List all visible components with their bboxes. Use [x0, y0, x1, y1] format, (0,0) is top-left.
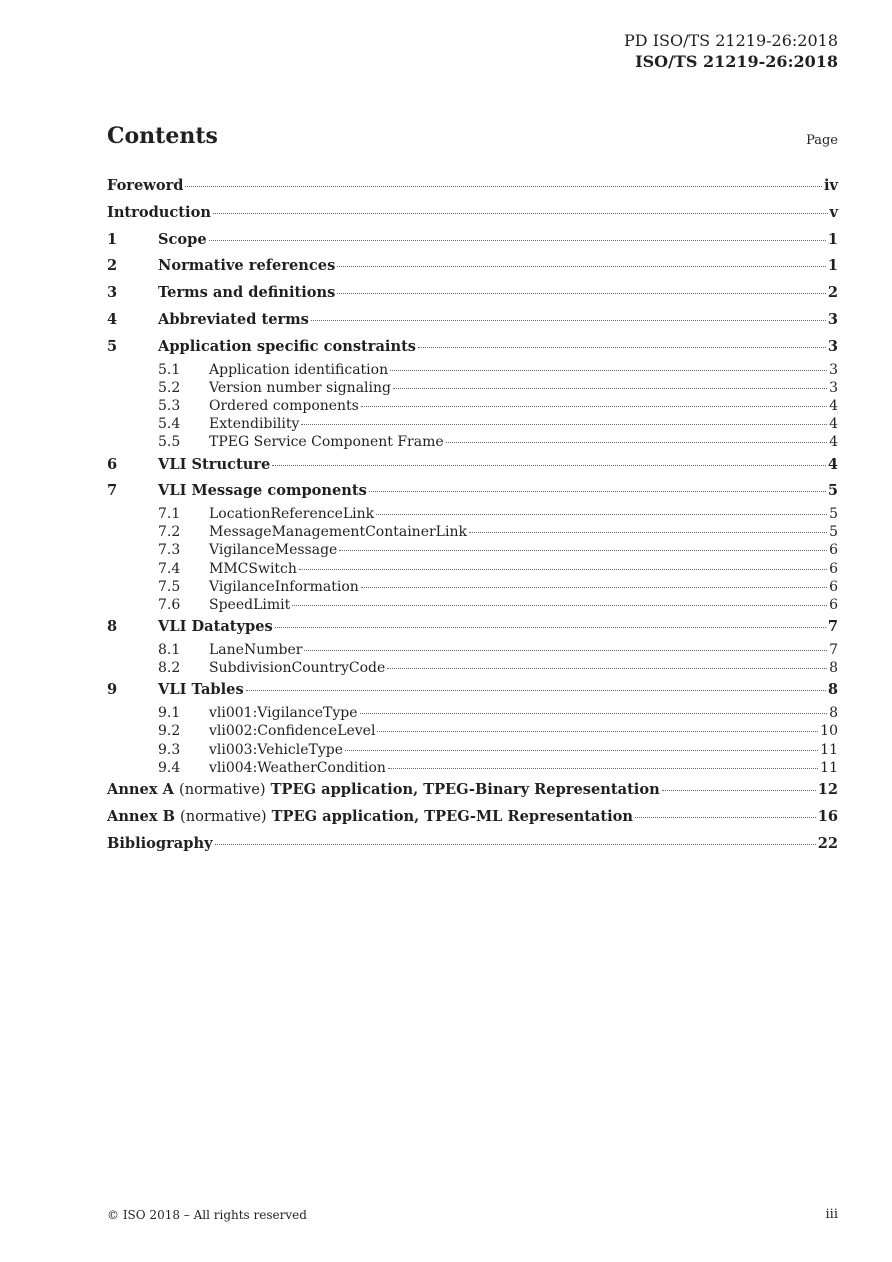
toc-leader-dots: [377, 731, 818, 732]
toc-leader-dots: [418, 347, 826, 348]
annex-label: Annex A: [107, 780, 174, 798]
toc-entry-number: 5: [107, 337, 118, 355]
toc-entry-title: MessageManagementContainerLink: [209, 524, 467, 541]
toc-entry-number: 7: [107, 482, 118, 500]
toc-entry-title: Abbreviated terms: [158, 310, 309, 328]
toc-entry-title: VigilanceMessage: [209, 542, 338, 559]
toc-leader-dots: [311, 320, 826, 321]
toc-entry-8[interactable]: [107, 614, 838, 641]
toc-entry-title: VigilanceInformation: [209, 578, 359, 595]
toc-entry-annex-a[interactable]: [107, 777, 838, 804]
toc-entry-title: TPEG Service Component Frame: [209, 434, 444, 451]
toc-entry-number: 7.3: [158, 542, 181, 559]
toc-entry-title: Application specific constraints: [158, 337, 417, 355]
toc-page-number: 12: [817, 780, 838, 798]
toc-leader-dots: [337, 293, 825, 294]
page-column-label: Page: [806, 133, 838, 148]
toc-leader-dots: [662, 790, 816, 791]
toc-leader-dots: [360, 713, 828, 714]
toc-entry-number: 2: [107, 257, 118, 275]
toc-entry-title: Introduction: [107, 203, 211, 221]
toc-page-number: 11: [820, 759, 838, 776]
toc-page-number: 11: [820, 741, 838, 758]
toc-leader-dots: [369, 491, 826, 492]
toc-leader-dots: [301, 424, 827, 425]
toc-page-number: 4: [829, 397, 838, 414]
toc-entry-5-3[interactable]: [107, 397, 838, 415]
toc-leader-dots: [213, 213, 828, 214]
toc-page-number: 4: [829, 434, 838, 451]
toc-entry-number: 1: [107, 230, 118, 248]
toc-page-number: 6: [829, 578, 838, 595]
toc-entry-title: VLI Datatypes: [158, 618, 273, 636]
page-title: Contents: [107, 123, 218, 149]
toc-entry-bibliography[interactable]: [107, 831, 838, 858]
toc-entry-5[interactable]: [107, 334, 838, 361]
toc-entry-number: 9.2: [158, 723, 181, 740]
toc-entry-foreword[interactable]: [107, 173, 838, 200]
toc-page-number: 8: [829, 660, 838, 677]
toc-page-number: 6: [829, 542, 838, 559]
toc-entry-number: 5.3: [158, 397, 181, 414]
toc-leader-dots: [469, 532, 827, 533]
toc-entry-title: Version number signaling: [209, 379, 391, 396]
toc-entry-title: Scope: [158, 230, 207, 248]
toc-entry-title: MMCSwitch: [209, 560, 297, 577]
toc-page-number: 3: [829, 379, 838, 396]
toc-entry-number: 3: [107, 284, 118, 302]
toc-entry-number: 7.5: [158, 578, 181, 595]
toc-page-number: 8: [827, 681, 838, 699]
toc-entry-5-2[interactable]: [107, 379, 838, 397]
toc-entry-number: 7.6: [158, 597, 181, 614]
toc-leader-dots: [376, 514, 827, 515]
toc-page-number: 8: [829, 705, 838, 722]
toc-page-number: iv: [823, 177, 838, 194]
toc-leader-dots: [390, 370, 827, 371]
toc-entry-title: [107, 804, 633, 831]
toc-entry-7-3[interactable]: [107, 541, 838, 559]
toc-page-number: 3: [829, 361, 838, 378]
annex-label: Annex B: [107, 807, 175, 825]
toc-entry-number: 8.2: [158, 660, 181, 677]
toc-entry-number: 9.1: [158, 705, 181, 722]
toc-entry-title: Terms and definitions: [158, 284, 336, 302]
toc-leader-dots: [299, 569, 827, 570]
toc-leader-dots: [246, 690, 826, 691]
toc-entry-title: Bibliography: [107, 834, 213, 852]
toc-entry-7-1[interactable]: [107, 505, 838, 523]
annex-title: TPEG application, TPEG-Binary Representation: [270, 780, 660, 798]
toc-entry-number: 5.2: [158, 379, 181, 396]
toc-entry-7-6[interactable]: [107, 596, 838, 614]
toc-page-number: 1: [827, 230, 838, 248]
toc-entry-title: VLI Tables: [158, 681, 244, 699]
annex-title: TPEG application, TPEG-ML Representation: [271, 807, 634, 825]
toc-entry-9-3[interactable]: [107, 741, 838, 759]
toc-entry-5-4[interactable]: [107, 415, 838, 433]
toc-entry-title: VLI Message components: [158, 482, 367, 500]
toc-entry-number: 4: [107, 310, 118, 328]
toc-leader-dots: [275, 627, 826, 628]
toc-leader-dots: [339, 550, 827, 551]
toc-entry-7-4[interactable]: [107, 560, 838, 578]
toc-leader-dots: [272, 465, 826, 466]
toc-page-number: 10: [820, 723, 838, 740]
toc-entry-number: 9: [107, 681, 118, 699]
toc-page-number: 2: [827, 284, 838, 302]
annex-kind: (normative): [179, 780, 266, 798]
toc-leader-dots: [209, 240, 826, 241]
toc-entry-title: Extendibility: [209, 416, 300, 433]
toc-entry-9[interactable]: [107, 677, 838, 704]
toc-entry-number: 9.3: [158, 741, 181, 758]
toc-entry-title: SpeedLimit: [209, 597, 291, 614]
toc-entry-number: 9.4: [158, 759, 181, 776]
toc-leader-dots: [635, 817, 816, 818]
toc-leader-dots: [393, 388, 827, 389]
toc-entry-number: 5.4: [158, 416, 181, 433]
toc-page-number: 22: [817, 834, 838, 852]
toc-entry-1[interactable]: [107, 227, 838, 254]
toc-entry-number: 5.5: [158, 434, 181, 451]
toc-entry-number: 8: [107, 618, 118, 636]
toc-entry-title: vli003:VehicleType: [209, 741, 344, 758]
toc-entry-title: vli001:VigilanceType: [209, 705, 358, 722]
toc-entry-title: vli004:WeatherCondition: [209, 759, 386, 776]
toc-entry-4[interactable]: [107, 307, 838, 334]
toc-leader-dots: [215, 844, 816, 845]
toc-page-number: 6: [829, 597, 838, 614]
toc-entry-number: 6: [107, 455, 118, 473]
annex-kind: (normative): [180, 807, 267, 825]
toc-entry-7-5[interactable]: [107, 578, 838, 596]
toc-entry-title: LaneNumber: [209, 642, 303, 659]
toc-entry-8-2[interactable]: [107, 659, 838, 677]
toc-page-number: 3: [827, 337, 838, 355]
toc-page-number: 1: [827, 257, 838, 275]
document-header: [624, 30, 838, 72]
toc-entry-7-2[interactable]: [107, 523, 838, 541]
toc-entry-6[interactable]: [107, 452, 838, 479]
toc-leader-dots: [185, 186, 822, 187]
table-of-contents: [107, 173, 838, 857]
toc-page-number: 7: [827, 618, 838, 636]
toc-entry-7[interactable]: [107, 478, 838, 505]
toc-entry-title: Application identification: [209, 361, 389, 378]
toc-page-number: 4: [827, 455, 838, 473]
toc-page-number: 7: [829, 642, 838, 659]
toc-leader-dots: [388, 768, 818, 769]
toc-entry-8-1[interactable]: [107, 641, 838, 659]
toc-leader-dots: [361, 587, 827, 588]
toc-page-number: 3: [827, 310, 838, 328]
toc-page-number: 5: [829, 524, 838, 541]
toc-page-number: 5: [829, 506, 838, 523]
toc-page-number: 16: [817, 807, 838, 825]
toc-entry-title: Ordered components: [209, 397, 359, 414]
toc-entry-title: VLI Structure: [158, 455, 271, 473]
toc-leader-dots: [337, 266, 826, 267]
toc-entry-number: 7.2: [158, 524, 181, 541]
toc-entry-number: 7.1: [158, 506, 181, 523]
header-designation-iso: ISO/TS 21219-26:2018: [635, 52, 838, 71]
toc-entry-number: 8.1: [158, 642, 181, 659]
toc-entry-number: 7.4: [158, 560, 181, 577]
header-designation-pd: PD ISO/TS 21219-26:2018: [624, 31, 838, 50]
toc-page-number: 4: [829, 416, 838, 433]
toc-entry-introduction[interactable]: [107, 200, 838, 227]
toc-leader-dots: [345, 750, 818, 751]
toc-leader-dots: [387, 668, 827, 669]
toc-entry-9-2[interactable]: [107, 722, 838, 740]
toc-entry-9-4[interactable]: [107, 759, 838, 777]
toc-leader-dots: [446, 442, 827, 443]
toc-page-number: v: [829, 203, 838, 221]
toc-leader-dots: [292, 605, 827, 606]
toc-page-number: 6: [829, 560, 838, 577]
toc-page-number: 5: [827, 482, 838, 500]
toc-leader-dots: [361, 406, 827, 407]
footer-copyright: © ISO 2018 – All rights reserved: [107, 1208, 307, 1222]
toc-entry-3[interactable]: [107, 280, 838, 307]
toc-entry-title: SubdivisionCountryCode: [209, 660, 386, 677]
toc-entry-9-1[interactable]: [107, 704, 838, 722]
toc-entry-annex-b[interactable]: [107, 804, 838, 831]
toc-entry-title: Normative references: [158, 257, 336, 275]
toc-entry-title: LocationReferenceLink: [209, 506, 375, 523]
footer-page-number: iii: [825, 1207, 838, 1222]
toc-entry-title: Foreword: [107, 177, 184, 194]
toc-entry-title: vli002:ConfidenceLevel: [209, 723, 376, 740]
toc-entry-2[interactable]: [107, 253, 838, 280]
toc-entry-5-1[interactable]: [107, 361, 838, 379]
toc-entry-title: [107, 777, 660, 804]
toc-entry-5-5[interactable]: [107, 433, 838, 451]
toc-entry-number: 5.1: [158, 361, 181, 378]
toc-leader-dots: [304, 650, 827, 651]
